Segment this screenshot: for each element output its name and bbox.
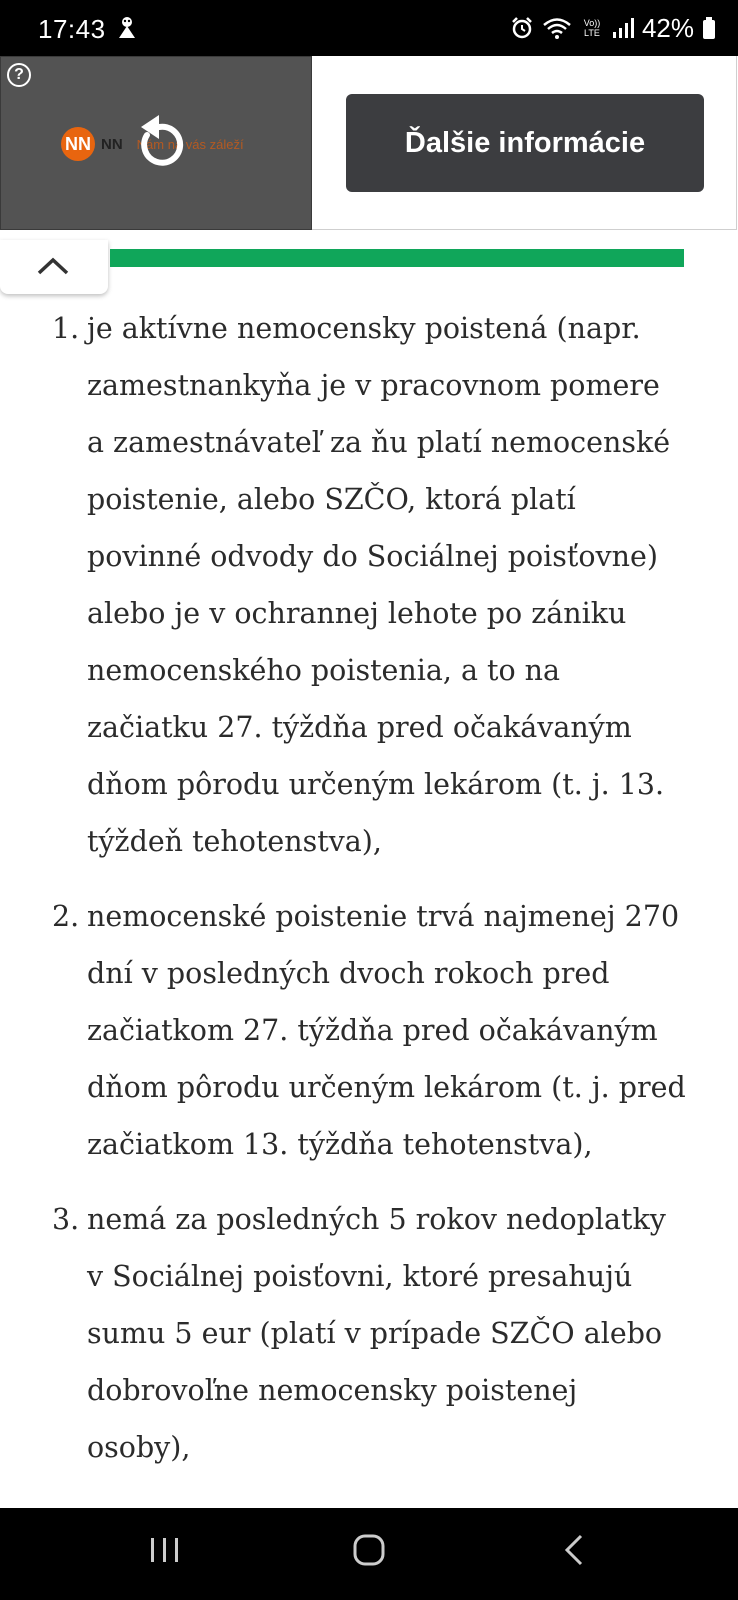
list-item-text-line: dňom pôrodu určeným lekárom (t. j. 13. — [87, 768, 665, 801]
replay-icon[interactable] — [129, 113, 193, 177]
list-item-text-line: nemocenského poistenia, a to na — [87, 654, 561, 687]
ad-help-icon[interactable]: ? — [7, 63, 31, 87]
navigation-bar — [0, 1508, 738, 1600]
list-item-text-line: nemá za posledných 5 rokov nedoplatky — [87, 1203, 666, 1236]
list-item — [0, 300, 738, 870]
condition-list — [0, 300, 738, 1476]
ad-more-info-button[interactable]: Ďalšie informácie — [346, 94, 704, 192]
battery-percent: 42% — [641, 12, 694, 43]
list-item-text-line: dobrovoľne nemocensky poistenej — [87, 1374, 578, 1407]
list-item-number: 2. — [52, 900, 80, 933]
list-item-text-line: osoby), — [87, 1431, 191, 1464]
list-item-text-line: povinné odvody do Sociálnej poisťovne) — [87, 540, 658, 573]
status-time: 17:43 — [38, 14, 106, 44]
list-item-text-line: zamestnankyňa je v pracovnom pomere — [87, 369, 660, 402]
status-bar — [0, 0, 738, 56]
nn-slogan: Nám na vás záleží — [136, 136, 244, 152]
list-item-text-line: týždeň tehotenstva), — [87, 825, 382, 858]
list-item-text-line: alebo je v ochrannej lehote po zániku — [87, 597, 627, 630]
list-item-text-line: je aktívne nemocensky poistená (napr. — [87, 312, 641, 345]
list-item-text-line: začiatkom 13. týždňa tehotenstva), — [87, 1128, 593, 1161]
app-notification-icon — [114, 14, 140, 40]
list-item-number: 3. — [52, 1203, 80, 1236]
recent-apps-icon[interactable] — [148, 1532, 182, 1568]
alarm-icon — [510, 16, 534, 40]
list-item-text-line: nemocenské poistenie trvá najmenej 270 — [87, 900, 680, 933]
list-item-text-line: dňom pôrodu určeným lekárom (t. j. pred — [87, 1071, 686, 1104]
list-item — [0, 1191, 738, 1476]
list-item-text-line: začiatku 27. týždňa pred očakávaným — [87, 711, 632, 744]
back-icon[interactable] — [562, 1532, 586, 1568]
chevron-up-icon — [36, 254, 70, 278]
wifi-icon — [542, 16, 572, 40]
ad-banner[interactable] — [0, 56, 737, 230]
article-content — [0, 300, 738, 1508]
list-item-text-line: v Sociálnej poisťovni, ktoré presahujú — [87, 1260, 633, 1293]
nn-logo-text: NN — [101, 135, 123, 153]
battery-icon — [702, 16, 716, 40]
list-item-text-line: dní v posledných dvoch rokoch pred — [87, 957, 610, 990]
ad-video-area[interactable] — [0, 56, 312, 230]
reading-progress-bar — [110, 249, 684, 267]
home-icon[interactable] — [352, 1532, 386, 1568]
list-item — [0, 888, 738, 1173]
nn-logo-badge: NN — [61, 127, 95, 161]
status-icons — [510, 12, 716, 44]
list-item-text-line: sumu 5 eur (platí v prípade SZČO alebo — [87, 1317, 663, 1350]
list-item-text-line: poistenie, alebo SZČO, ktorá platí — [87, 483, 576, 516]
volte-label: Vo)) LTE — [583, 18, 601, 38]
list-item-text-line: a zamestnávateľ za ňu platí nemocenské — [87, 426, 671, 459]
signal-icon — [612, 17, 634, 39]
list-item-number: 1. — [52, 312, 80, 345]
collapse-ad-button[interactable] — [0, 240, 108, 294]
list-item-text-line: začiatkom 27. týždňa pred očakávaným — [87, 1014, 658, 1047]
